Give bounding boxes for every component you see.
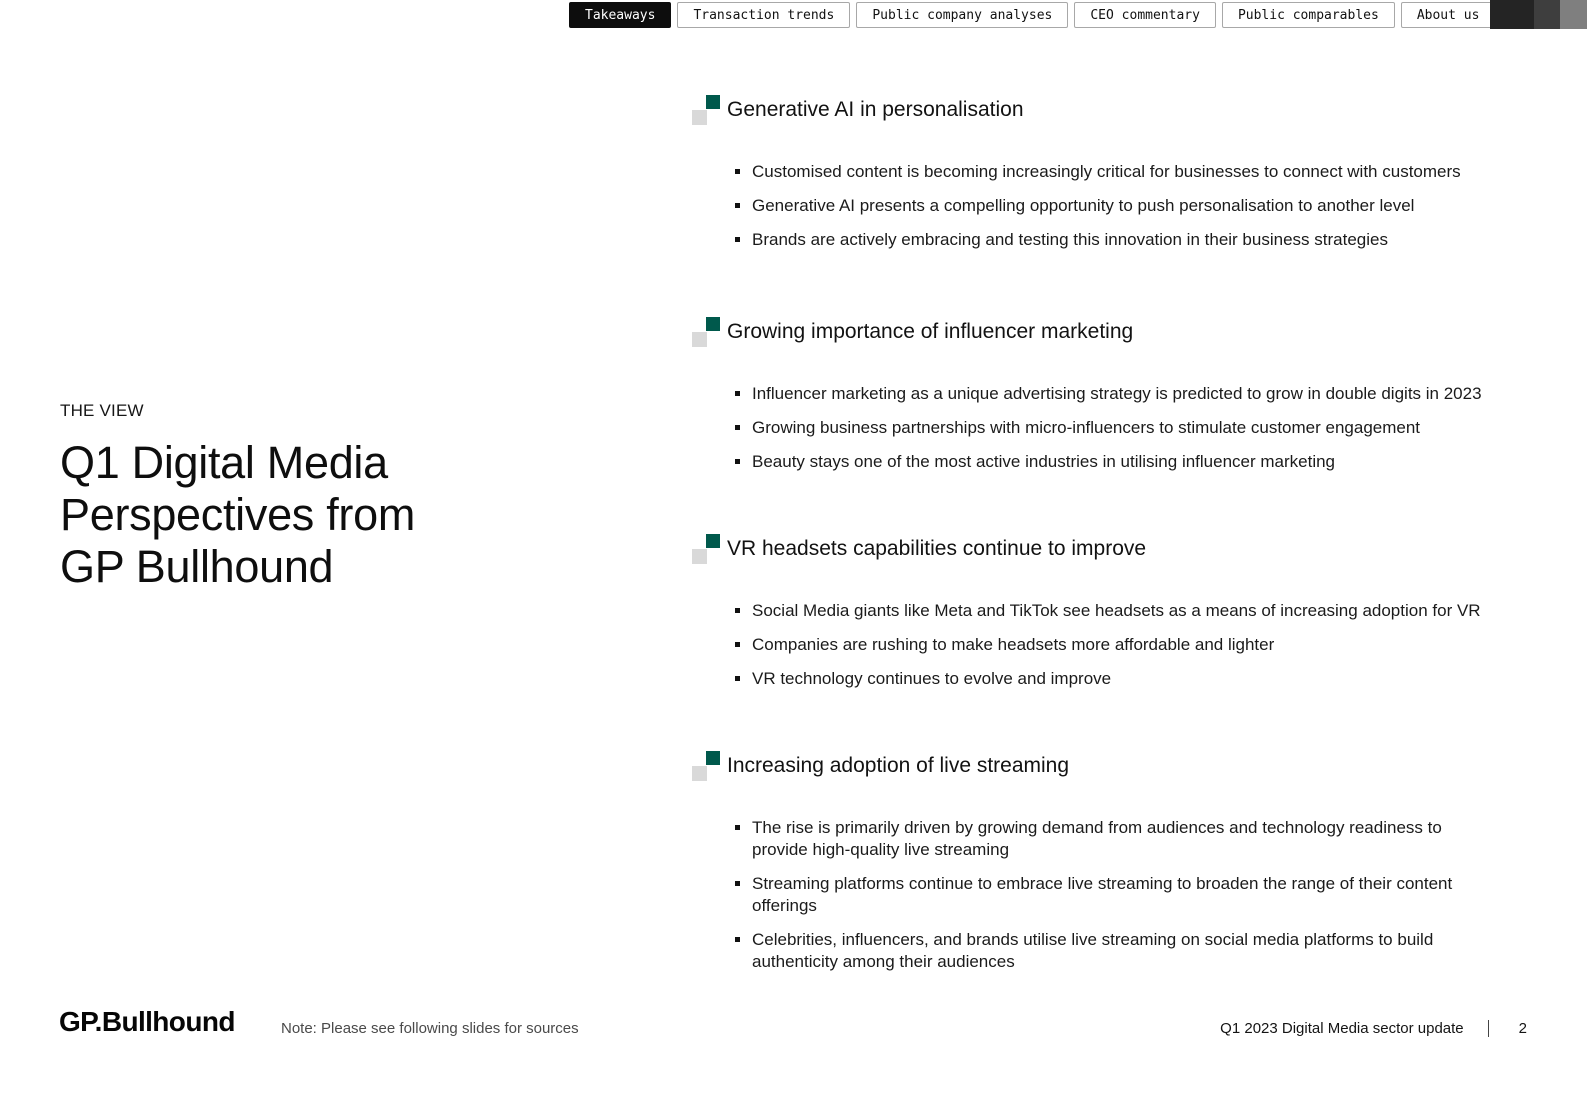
tab-about-us[interactable]: About us [1401,2,1496,28]
tab-ceo-commentary[interactable]: CEO commentary [1074,2,1216,28]
bullet-item: Celebrities, influencers, and brands utilise live streaming on social media platforms to build authenticity among their audiences [735,929,1482,973]
tab-takeaways[interactable]: Takeaways [569,2,671,28]
tab-public-comparables[interactable]: Public comparables [1222,2,1395,28]
bullet-list [735,161,1505,251]
gray-square-icon [692,766,707,781]
gray-square-icon [692,549,707,564]
gray-square-icon [692,110,707,125]
section-title: Increasing adoption of live streaming [727,754,1070,777]
squares-marker-icon [690,95,721,125]
source-note: Note: Please see following slides for sources [281,1020,579,1037]
bullet-item: Social Media giants like Meta and TikTok see headsets as a means of increasing adoption for VR [735,600,1482,622]
eyebrow-label: THE VIEW [60,401,144,420]
page-title-line-2: Perspectives from [60,489,416,540]
page-number: 2 [1518,1020,1527,1037]
section-title: Generative AI in personalisation [727,98,1024,121]
bullet-item: Generative AI presents a compelling opportunity to push personalisation to another level [735,195,1482,217]
edge-fragment-dotted [1534,0,1560,29]
section-title: VR headsets capabilities continue to improve [727,537,1147,560]
section-generative-ai [690,95,1505,263]
bullet-item: Companies are rushing to make headsets more affordable and lighter [735,634,1482,656]
section-live-streaming [690,751,1505,985]
document-title: Q1 2023 Digital Media sector update [1220,1020,1464,1037]
bullet-item: Streaming platforms continue to embrace live streaming to broaden the range of their content offerings [735,873,1482,917]
bullet-list [735,600,1505,690]
title-panel [60,401,540,593]
page-title [60,437,540,593]
green-square-icon [706,317,720,331]
tab-transaction-trends[interactable]: Transaction trends [677,2,850,28]
bullet-item: Brands are actively embracing and testing this innovation in their business strategies [735,229,1482,251]
section-title: Growing importance of influencer marketing [727,320,1134,343]
edge-fragment-dark [1490,0,1534,29]
squares-marker-icon [690,317,721,347]
section-nav-tabs [569,2,1495,28]
gray-square-icon [692,332,707,347]
footer-right [1220,1020,1527,1037]
bullet-item: VR technology continues to evolve and improve [735,668,1482,690]
bullet-item: The rise is primarily driven by growing demand from audiences and technology readiness to provide high-quality live streaming [735,817,1482,861]
page-title-line-1: Q1 Digital Media [60,437,388,488]
bullet-item: Customised content is becoming increasingly critical for businesses to connect with customers [735,161,1482,183]
tab-public-company-analyses[interactable]: Public company analyses [856,2,1068,28]
squares-marker-icon [690,534,721,564]
footer-separator [1488,1020,1489,1037]
squares-marker-icon [690,751,721,781]
bullet-list [735,383,1505,473]
green-square-icon [706,534,720,548]
page-title-line-3: GP Bullhound [60,541,334,592]
green-square-icon [706,95,720,109]
section-influencer-marketing [690,317,1505,485]
bullet-item: Influencer marketing as a unique advertising strategy is predicted to grow in double digits in 2023 [735,383,1482,405]
edge-fragment-gray [1560,0,1587,29]
bullet-item: Beauty stays one of the most active industries in utilising influencer marketing [735,451,1482,473]
bullet-item: Growing business partnerships with micro-influencers to stimulate customer engagement [735,417,1482,439]
bullet-list [735,817,1505,973]
section-vr-headsets [690,534,1505,702]
gp-bullhound-logo: GP.Bullhound [59,1006,235,1037]
green-square-icon [706,751,720,765]
